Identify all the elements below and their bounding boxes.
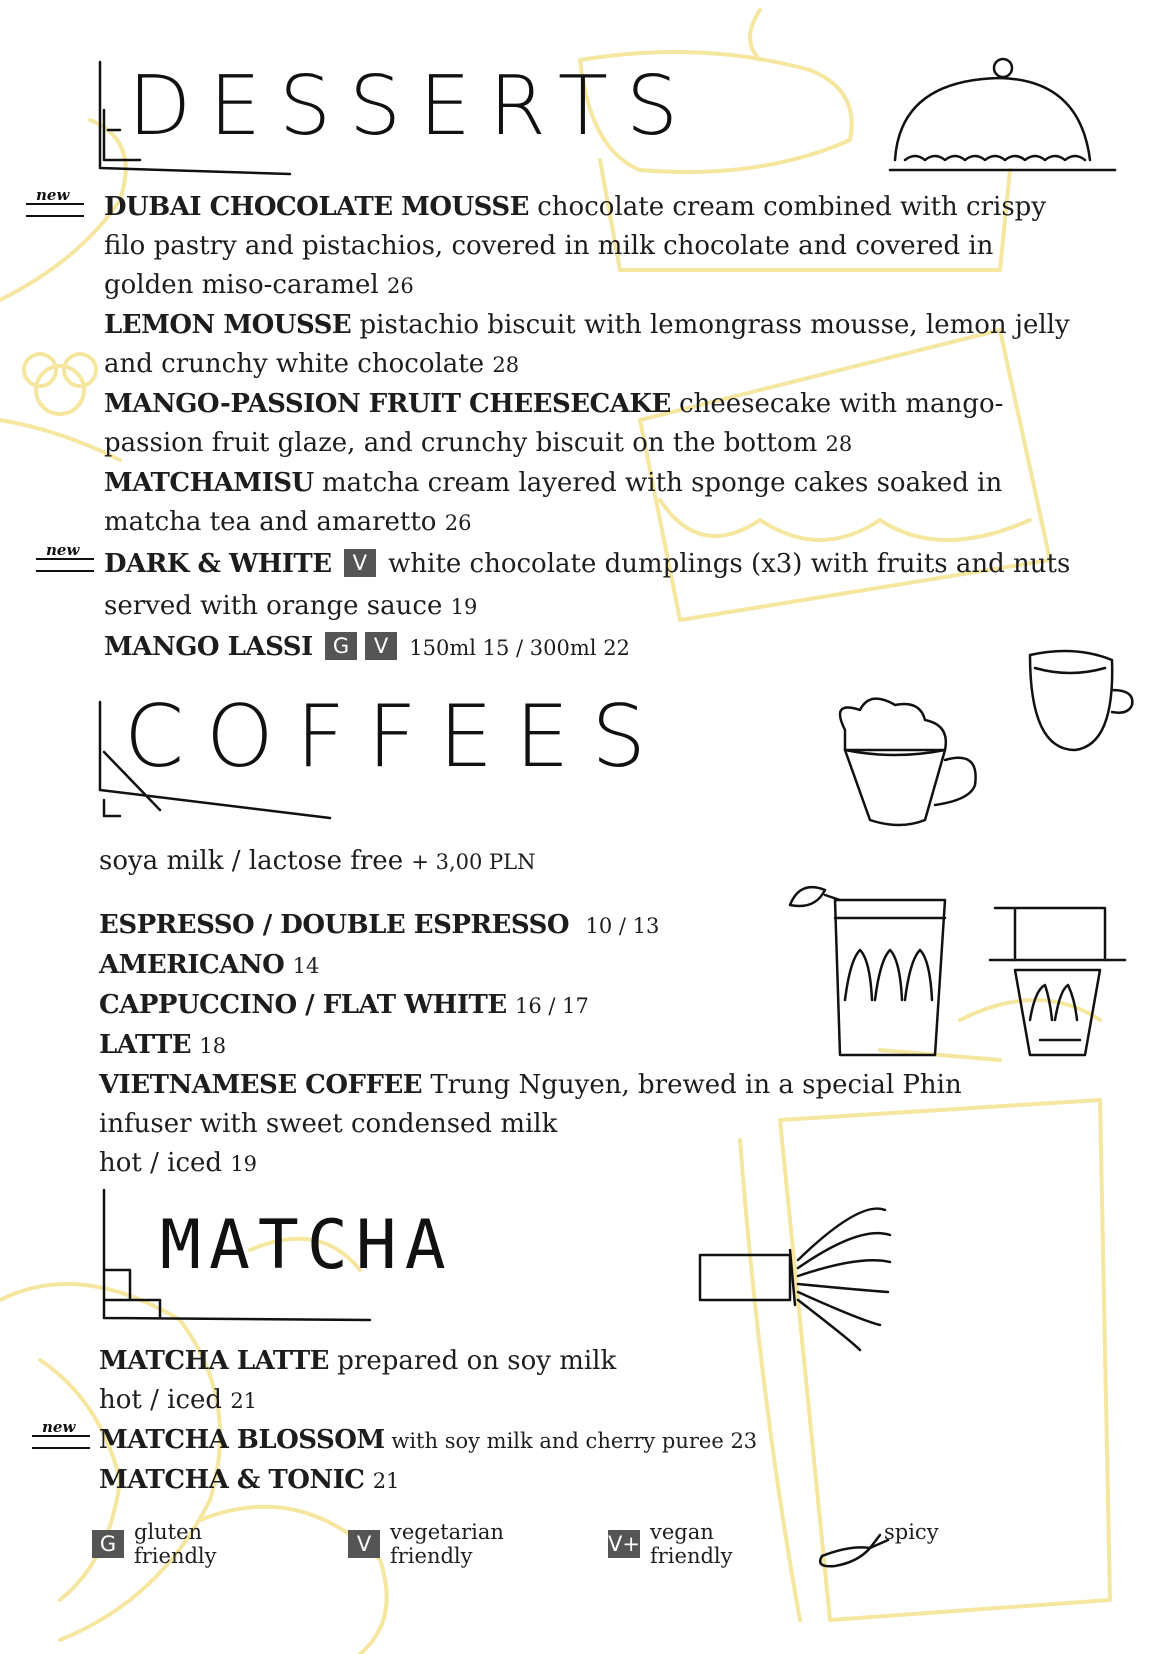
note-text: soya milk / lactose free	[99, 846, 404, 876]
coffees-heading: COFFEES	[124, 687, 668, 787]
item-name: MATCHA BLOSSOM	[99, 1425, 385, 1455]
item-price: 19	[450, 595, 478, 619]
item-price: 150ml 15 / 300ml 22	[409, 636, 630, 660]
legend-label: vegan friendly	[650, 1520, 733, 1568]
item-price: 21	[372, 1469, 400, 1493]
item-price: 14	[292, 954, 320, 978]
item-description: Trung Nguyen, brewed in a special Phin infuser with sweet condensed milk	[99, 1070, 962, 1139]
new-tag: new	[36, 186, 69, 204]
desserts-heading: DESSERTS	[128, 59, 697, 154]
milk-option-note	[99, 846, 536, 876]
gluten-badge: G	[325, 632, 357, 660]
item-name: LEMON MOUSSE	[104, 310, 352, 340]
note-price: + 3,00 PLN	[411, 850, 536, 874]
chili-icon	[820, 1535, 888, 1566]
cloche-icon	[890, 59, 1115, 170]
item-name: LATTE	[99, 1030, 192, 1060]
legend-label: gluten friendly	[134, 1520, 217, 1568]
item-name: AMERICANO	[99, 950, 285, 980]
menu-item	[99, 1342, 1019, 1421]
item-variant: hot / iced	[99, 1385, 231, 1415]
item-price: 28	[825, 432, 853, 456]
item-price: 26	[387, 274, 414, 298]
vegan-badge: V+	[608, 1532, 640, 1556]
menu-item	[99, 946, 1019, 986]
menu-item	[104, 543, 1074, 628]
item-name: MATCHA & TONIC	[99, 1465, 365, 1495]
item-name: VIETNAMESE COFFEE	[99, 1070, 423, 1100]
menu-item	[104, 385, 1074, 464]
matcha-whisk-icon	[700, 1209, 890, 1350]
item-price: 26	[444, 511, 472, 535]
menu-item	[104, 306, 1074, 385]
menu-item	[99, 1026, 1019, 1066]
item-description: prepared on soy milk	[328, 1346, 617, 1376]
item-name: CAPPUCCINO / FLAT WHITE	[99, 990, 507, 1020]
new-tag: new	[46, 541, 79, 559]
item-name: MATCHAMISU	[104, 468, 314, 498]
item-description: matcha cream layered with sponge cakes soaked in matcha tea and amaretto	[104, 468, 1003, 537]
menu-item	[99, 1461, 1019, 1501]
menu-item	[104, 628, 1074, 668]
legend-label: spicy	[884, 1520, 939, 1544]
item-description: white chocolate dumplings (x3) with fruits and nuts served with orange sauce	[104, 549, 1071, 621]
coffees-list	[99, 906, 1019, 1184]
vegetarian-badge: V	[365, 632, 397, 660]
vegetarian-badge: V	[344, 549, 376, 577]
matcha-list	[99, 1342, 1019, 1501]
item-price: 16 / 17	[514, 994, 589, 1018]
legend-label: vegetarian friendly	[390, 1520, 504, 1568]
new-tag: new	[42, 1418, 75, 1436]
vegetarian-badge: V	[348, 1530, 380, 1558]
item-name: DUBAI CHOCOLATE MOUSSE	[104, 192, 529, 222]
menu-item	[99, 1421, 1019, 1461]
coffee-cup-icon	[840, 699, 976, 825]
item-price: 10 / 13	[585, 914, 660, 938]
item-price: 18	[199, 1034, 227, 1058]
item-price: 28	[492, 353, 520, 377]
item-price: 19	[230, 1152, 258, 1176]
menu-item	[99, 1066, 1019, 1184]
item-price: 21	[230, 1389, 258, 1413]
item-name: ESPRESSO / DOUBLE ESPRESSO	[99, 910, 569, 940]
item-name: DARK & WHITE	[104, 549, 332, 579]
menu-item	[99, 986, 1019, 1026]
item-description: pistachio biscuit with lemongrass mousse, lemon jelly and crunchy white chocolate	[104, 310, 1070, 379]
menu-item	[104, 464, 1074, 543]
menu-item	[99, 906, 1019, 946]
menu-item	[104, 188, 1074, 306]
item-name: MANGO-PASSION FRUIT CHEESECAKE	[104, 389, 671, 419]
matcha-heading: MATCHA	[160, 1206, 454, 1285]
item-description: with soy milk and cherry puree	[384, 1429, 731, 1453]
item-variant: hot / iced	[99, 1148, 231, 1178]
item-description: cheesecake with mango-passion fruit glaze, and crunchy biscuit on the bottom	[104, 389, 1004, 458]
item-name: MATCHA LATTE	[99, 1346, 329, 1376]
item-description: chocolate cream combined with crispy filo pastry and pistachios, covered in milk chocolate and covered in golden miso-caramel	[104, 192, 1047, 300]
item-name: MANGO LASSI	[104, 632, 313, 662]
item-price: 23	[730, 1429, 758, 1453]
desserts-list	[104, 188, 1074, 668]
gluten-badge: G	[92, 1530, 124, 1558]
